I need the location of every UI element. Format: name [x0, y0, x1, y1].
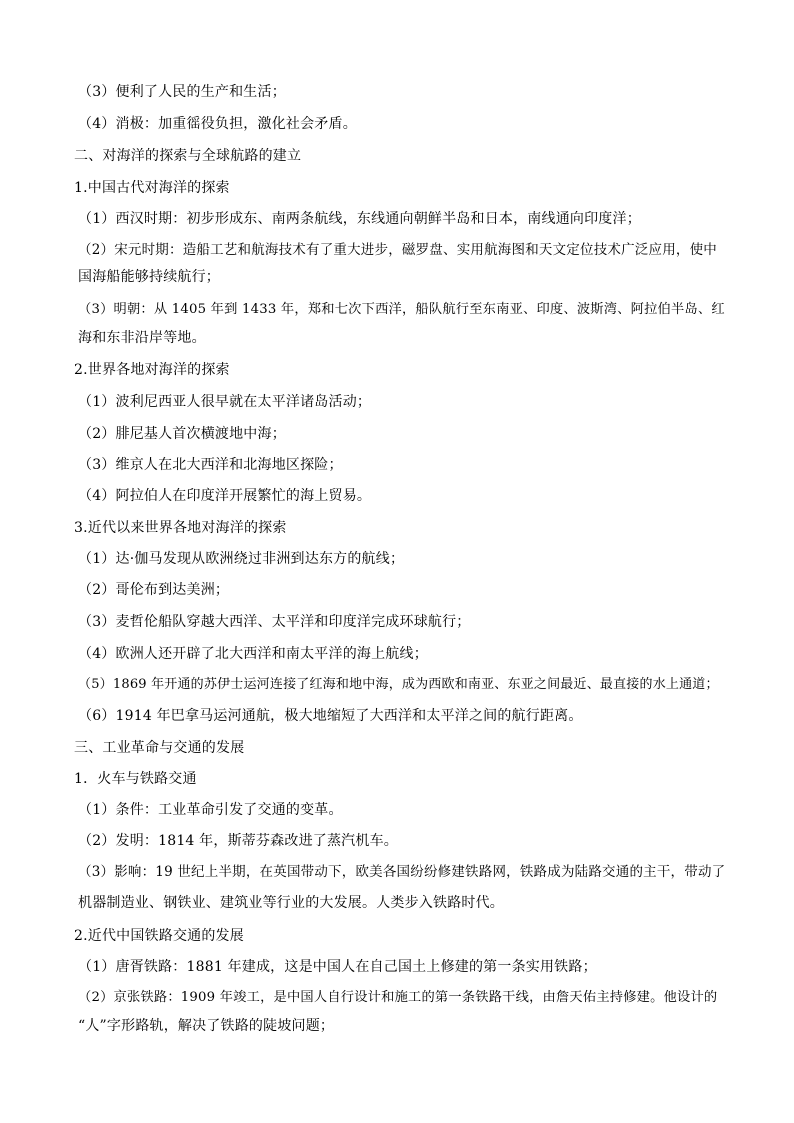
subsection-heading: 1.中国古代对海洋的探索 [74, 180, 230, 196]
text-line: （1）西汉时期：初步形成东、南两条航线，东线通向朝鲜半岛和日本，南线通向印度洋； [78, 211, 641, 227]
text-line: （6）1914 年巴拿马运河通航，极大地缩短了大西洋和太平洋之间的航行距离。 [78, 708, 583, 724]
text-line: （2）腓尼基人首次横渡地中海； [78, 426, 286, 442]
text-line: （3）便利了人民的生产和生活； [78, 84, 286, 100]
text-line: （4）阿拉伯人在印度洋开展繁忙的海上贸易。 [78, 488, 372, 504]
section-heading: 二、对海洋的探索与全球航路的建立 [74, 148, 302, 164]
text-line: （2）宋元时期：造船工艺和航海技术有了重大进步，磁罗盘、实用航海图和天文定位技术广泛应用，使中 [78, 242, 717, 258]
text-line: （3）麦哲伦船队穿越大西洋、太平洋和印度洋完成环球航行； [78, 614, 471, 630]
text-line: （4）欧洲人还开辟了北大西洋和南太平洋的海上航线； [78, 646, 428, 662]
text-line: （1）达·伽马发现从欧洲绕过非洲到达东方的航线； [78, 551, 405, 567]
subsection-heading: 1．火车与铁路交通 [74, 771, 197, 787]
text-line: “人”字形路轨，解决了铁路的陡坡问题； [78, 1018, 335, 1034]
text-line: 海和东非沿岸等地。 [78, 330, 206, 346]
text-line: （1）条件：工业革命引发了交通的变革。 [78, 802, 343, 818]
subsection-heading: 2.世界各地对海洋的探索 [74, 362, 230, 378]
subsection-heading: 2.近代中国铁路交通的发展 [74, 928, 244, 944]
text-line: （3）影响：19 世纪上半期，在英国带动下，欧美各国纷纷修建铁路网，铁路成为陆路交通的主干，带动了 [78, 864, 726, 880]
text-line: 机器制造业、钢铁业、建筑业等行业的大发展。人类步入铁路时代。 [78, 895, 504, 911]
text-line: （5）1869 年开通的苏伊士运河连接了红海和地中海，成为西欧和南亚、东亚之间最近、最直接的水上通道； [78, 677, 719, 692]
text-line: 国海船能够持续航行； [78, 269, 220, 285]
text-line: （2）京张铁路：1909 年竣工，是中国人自行设计和施工的第一条铁路干线，由詹天佑主持修建。他设计的 [78, 990, 718, 1005]
text-line: （4）消极：加重徭役负担，激化社会矛盾。 [78, 116, 357, 132]
text-line: （1）唐胥铁路：1881 年建成，这是中国人在自己国土上修建的第一条实用铁路； [78, 959, 597, 975]
text-line: （2）哥伦布到达美洲； [78, 582, 230, 598]
subsection-heading: 3.近代以来世界各地对海洋的探索 [74, 520, 287, 536]
text-line: （3）明朝：从 1405 年到 1433 年，郑和七次下西洋，船队航行至东南亚、印度、波斯湾、阿拉伯半岛、红 [78, 302, 725, 317]
text-line: （2）发明：1814 年，斯蒂芬森改进了蒸汽机车。 [78, 833, 398, 849]
text-line: （3）维京人在北大西洋和北海地区探险； [78, 457, 343, 473]
text-line: （1）波利尼西亚人很早就在太平洋诸岛活动； [78, 394, 372, 410]
section-heading: 三、工业革命与交通的发展 [74, 740, 245, 756]
